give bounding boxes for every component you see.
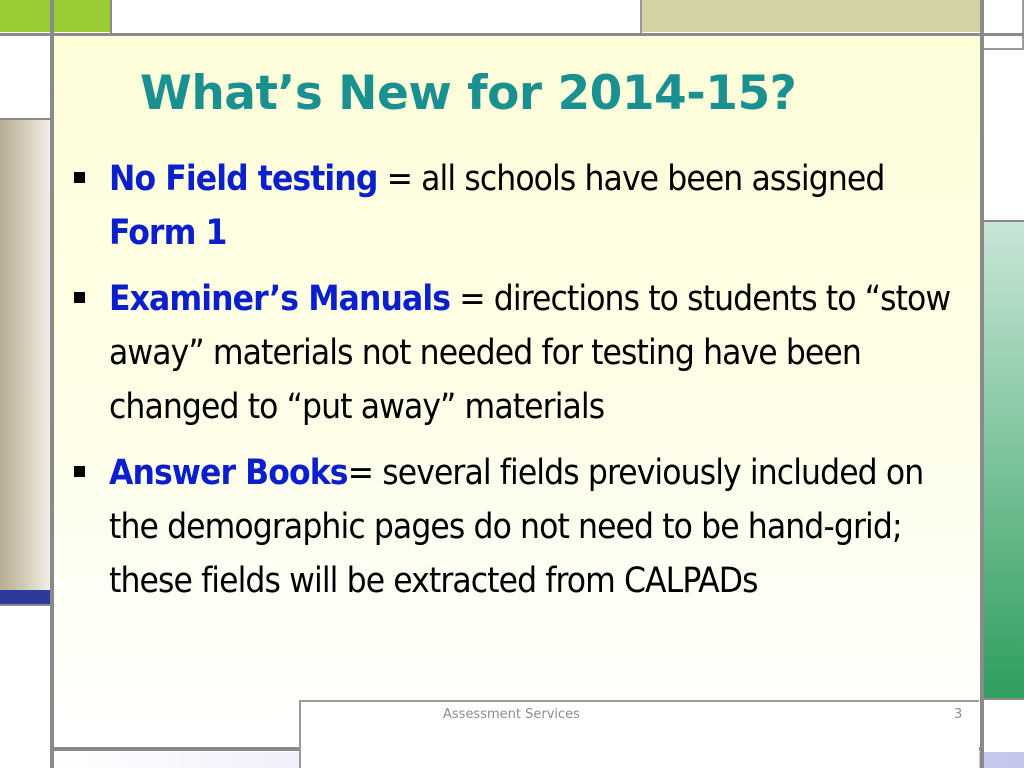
corner-green-block [0,0,110,32]
frame-line [980,0,984,768]
bullet-emphasis: Form 1 [109,213,227,253]
bullet-square-icon [74,466,85,477]
left-tan-block [0,120,50,590]
page-number: 3 [954,707,963,722]
frame-line [50,0,54,768]
bullet-text: = all schools have been assigned [377,159,885,199]
frame-line [110,0,112,36]
bullet-text: = directions to students to “stow away” materials not needed for testing have been changed to “put away” materials [109,279,951,427]
bullet-item-answer-books [74,446,964,608]
frame-line [0,604,54,606]
bullet-lead: No Field testing [109,159,378,199]
bullet-square-icon [74,292,85,303]
frame-line [984,220,1024,222]
frame-line [0,118,54,120]
bullet-item-no-field-testing [74,152,964,260]
footer-label: Assessment Services [443,707,580,722]
frame-line [0,33,1024,36]
bullet-item-examiners-manuals [74,272,964,434]
left-blue-stripe [0,590,50,604]
bullet-square-icon [74,172,85,183]
frame-line [984,698,1024,700]
bullet-lead: Answer Books [109,453,348,493]
slide-title: What’s New for 2014-15? [140,66,797,121]
footer-box [299,700,979,768]
bullet-list [74,152,964,620]
right-green-sidebar [984,222,1024,698]
bullet-lead: Examiner’s Manuals [109,279,451,319]
bullet-text: = several fields previously included on the demographic pages do not need to be hand-grid; these fields will be extracted from CALPADs [109,453,924,601]
